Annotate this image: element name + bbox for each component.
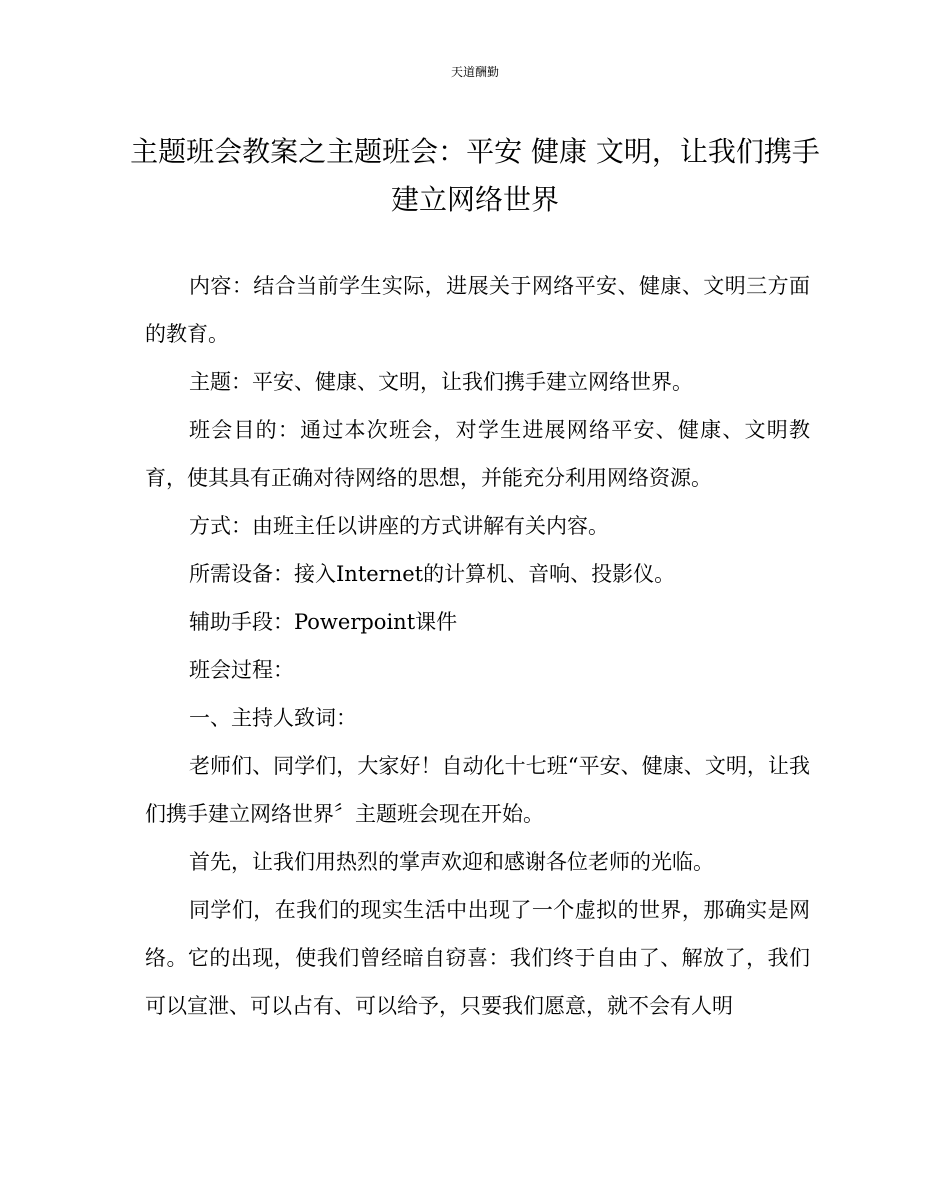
paragraph-content: 内容：结合当前学生实际，进展关于网络平安、健康、文明三方面的教育。 bbox=[145, 274, 810, 346]
paragraph-method: 方式：由班主任以讲座的方式讲解有关内容。 bbox=[189, 514, 609, 538]
paragraph-equipment: 所需设备：接入Internet的计算机、音响、投影仪。 bbox=[189, 562, 676, 586]
paragraph-section-heading: 一、主持人致词： bbox=[189, 706, 357, 730]
paragraph-purpose: 班会目的：通过本次班会，对学生进展网络平安、健康、文明教育，使其具有正确对待网络的思想，并能充分利用网络资源。 bbox=[145, 418, 810, 490]
paragraph-welcome: 首先，让我们用热烈的掌声欢迎和感谢各位老师的光临。 bbox=[189, 850, 714, 874]
document-title: 主题班会教案之主题班会：平安 健康 文明，让我们携手建立网络世界 bbox=[130, 135, 820, 216]
document-body bbox=[145, 262, 810, 1030]
page-header: 天道酬勤 bbox=[450, 65, 499, 79]
paragraph-intro: 同学们，在我们的现实生活中出现了一个虚拟的世界，那确实是网络。它的出现，使我们曾经暗自窃喜：我们终于自由了、解放了，我们可以宣泄、可以占有、可以给予，只要我们愿意，就不会有人明 bbox=[145, 898, 810, 1018]
paragraph-greeting: 老师们、同学们，大家好！自动化十七班“平安、健康、文明，让我们携手建立网络世界〞主题班会现在开始。 bbox=[145, 754, 810, 826]
paragraph-aids: 辅助手段：Powerpoint课件 bbox=[189, 610, 458, 634]
paragraph-process: 班会过程： bbox=[189, 658, 294, 682]
paragraph-theme: 主题：平安、健康、文明，让我们携手建立网络世界。 bbox=[189, 370, 693, 394]
